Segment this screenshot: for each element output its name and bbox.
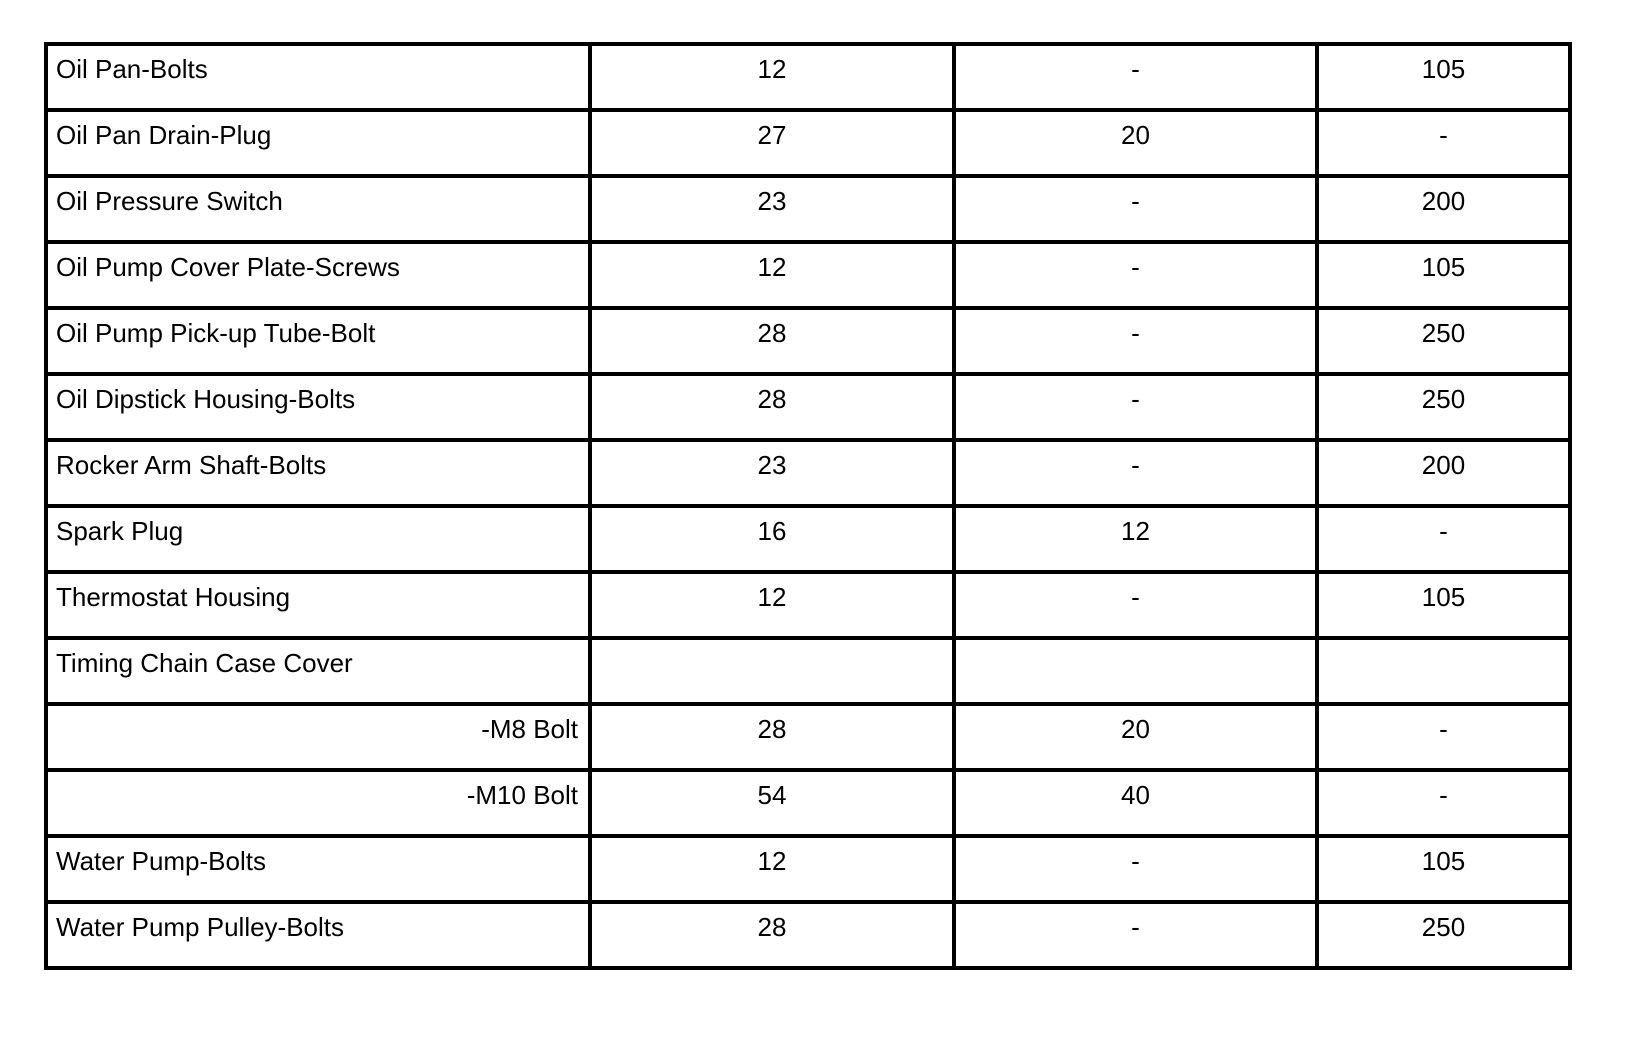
component-name: Rocker Arm Shaft-Bolts [56,450,327,480]
value-text: - [1131,54,1140,84]
component-name: Water Pump-Bolts [56,846,266,876]
component-name: Oil Pump Pick-up Tube-Bolt [56,318,376,348]
value-text: 54 [757,780,787,810]
value-text: 12 [1121,516,1150,546]
value-text: 12 [757,846,787,876]
value-text: 20 [1121,120,1150,150]
value-cell-col-2 [590,638,954,704]
value-text [1319,640,1568,650]
value-cell-col-2 [590,176,954,242]
value-text: - [1131,384,1140,414]
value-text: 250 [1421,384,1466,414]
component-name: Oil Pressure Switch [56,186,283,216]
value-text: 28 [757,384,787,414]
value-cell-col-3 [954,308,1317,374]
component-name: Oil Pump Cover Plate-Screws [56,252,400,282]
component-name: -M8 Bolt [481,714,578,744]
table-row [46,440,1570,506]
table-row [46,704,1570,770]
value-text: - [1439,120,1448,150]
table-row [46,374,1570,440]
value-text: 12 [757,582,787,612]
component-name-cell [46,902,590,968]
value-text: 23 [757,186,787,216]
table-row [46,242,1570,308]
component-name-cell [46,638,590,704]
component-name-cell [46,770,590,836]
value-cell-col-4 [1317,638,1570,704]
table-row [46,506,1570,572]
component-name: Oil Pan Drain-Plug [56,120,272,150]
component-name: Oil Dipstick Housing-Bolts [56,384,356,414]
value-cell-col-4 [1317,44,1570,110]
value-cell-col-3 [954,44,1317,110]
value-text: 250 [1421,912,1466,942]
torque-spec-table [44,42,1572,970]
value-cell-col-4 [1317,110,1570,176]
component-name-cell [46,308,590,374]
value-cell-col-2 [590,308,954,374]
value-cell-col-2 [590,836,954,902]
value-cell-col-3 [954,704,1317,770]
value-text [592,640,952,650]
table-row [46,836,1570,902]
table-row [46,176,1570,242]
value-text: 28 [757,318,787,348]
table-row [46,110,1570,176]
component-name-cell [46,572,590,638]
value-text: 105 [1421,846,1466,876]
value-text: 105 [1421,252,1466,282]
value-cell-col-3 [954,506,1317,572]
table-row [46,572,1570,638]
component-name-cell [46,704,590,770]
value-cell-col-3 [954,242,1317,308]
value-text: 200 [1421,186,1466,216]
value-text: - [1131,252,1140,282]
value-text: 105 [1421,582,1466,612]
component-name-cell [46,374,590,440]
value-cell-col-4 [1317,902,1570,968]
value-cell-col-4 [1317,374,1570,440]
value-cell-col-3 [954,902,1317,968]
value-text: - [1131,582,1140,612]
value-text: 250 [1421,318,1466,348]
value-cell-col-4 [1317,572,1570,638]
value-cell-col-3 [954,176,1317,242]
value-cell-col-4 [1317,440,1570,506]
component-name: Spark Plug [56,516,184,546]
value-text: - [1131,912,1140,942]
component-name: Thermostat Housing [56,582,291,612]
value-cell-col-4 [1317,242,1570,308]
value-cell-col-3 [954,110,1317,176]
table-row [46,44,1570,110]
value-cell-col-4 [1317,770,1570,836]
value-text: 20 [1121,714,1150,744]
value-cell-col-2 [590,506,954,572]
value-text: 200 [1421,450,1466,480]
value-cell-col-2 [590,902,954,968]
value-text: 28 [757,912,787,942]
table-row [46,902,1570,968]
value-cell-col-4 [1317,176,1570,242]
value-cell-col-4 [1317,704,1570,770]
value-text: 12 [757,252,787,282]
value-cell-col-4 [1317,308,1570,374]
value-cell-col-2 [590,572,954,638]
value-text: - [1131,450,1140,480]
component-name: Timing Chain Case Cover [56,648,353,678]
value-text: - [1131,846,1140,876]
value-text: - [1131,318,1140,348]
value-text: 16 [757,516,787,546]
value-text: 27 [757,120,787,150]
value-text: 40 [1121,780,1150,810]
value-text: 23 [757,450,787,480]
value-cell-col-2 [590,374,954,440]
value-cell-col-3 [954,836,1317,902]
value-cell-col-2 [590,110,954,176]
value-text [956,640,1315,650]
value-cell-col-3 [954,440,1317,506]
value-text: - [1439,714,1448,744]
torque-spec-table-body [46,44,1570,968]
component-name-cell [46,506,590,572]
value-text: - [1439,516,1448,546]
value-cell-col-3 [954,572,1317,638]
value-cell-col-4 [1317,836,1570,902]
value-text: 12 [757,54,787,84]
value-cell-col-3 [954,374,1317,440]
value-cell-col-2 [590,704,954,770]
component-name-cell [46,836,590,902]
value-text: - [1439,780,1448,810]
table-row [46,770,1570,836]
value-text: 28 [757,714,787,744]
component-name-cell [46,110,590,176]
value-cell-col-2 [590,242,954,308]
table-row [46,638,1570,704]
component-name-cell [46,440,590,506]
component-name-cell [46,44,590,110]
component-name-cell [46,242,590,308]
component-name-cell [46,176,590,242]
value-cell-col-2 [590,44,954,110]
component-name: Oil Pan-Bolts [56,54,208,84]
table-row [46,308,1570,374]
value-text: 105 [1421,54,1466,84]
component-name: -M10 Bolt [466,780,578,810]
value-cell-col-4 [1317,506,1570,572]
value-cell-col-2 [590,440,954,506]
value-text: - [1131,186,1140,216]
component-name: Water Pump Pulley-Bolts [56,912,345,942]
value-cell-col-2 [590,770,954,836]
value-cell-col-3 [954,638,1317,704]
value-cell-col-3 [954,770,1317,836]
